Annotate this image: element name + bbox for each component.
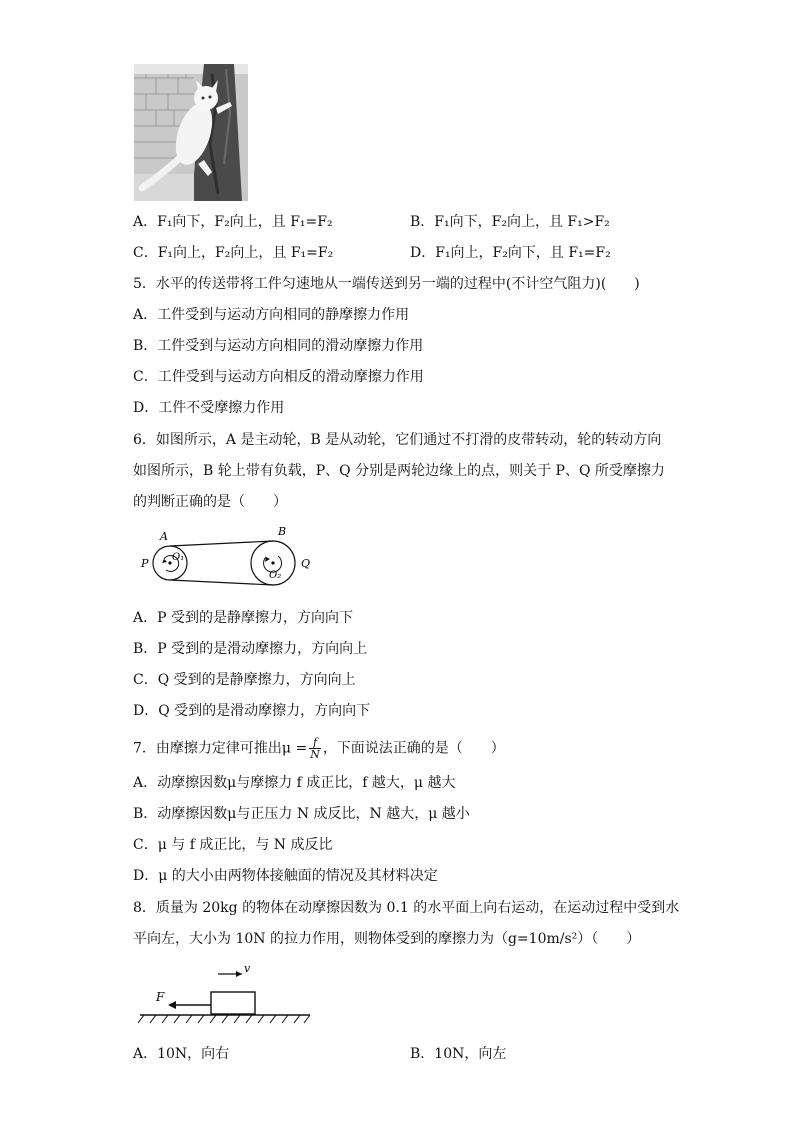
q5-option-b[interactable]: B．工件受到与运动方向相同的滑动摩擦力作用 bbox=[133, 338, 424, 354]
q6-stem-line-1: 6．如图所示，A 是主动轮，B 是从动轮，它们通过不打滑的皮带转动，轮的转动方向 bbox=[133, 432, 662, 448]
block-icon bbox=[211, 992, 255, 1014]
label-b: B bbox=[278, 526, 287, 538]
q8-option-a[interactable]: A．10N，向右 bbox=[133, 1046, 230, 1062]
q4-option-a[interactable]: A．F₁向下，F₂向上，且 F₁=F₂ bbox=[133, 214, 333, 230]
fraction-denominator: N bbox=[310, 748, 320, 761]
label-p: P bbox=[141, 557, 149, 570]
label-a: A bbox=[160, 530, 168, 543]
label-q: Q bbox=[301, 557, 311, 570]
cat-tree-photo bbox=[134, 64, 248, 201]
q6-stem-line-3: 的判断正确的是（ ） bbox=[133, 494, 287, 510]
q7-option-c[interactable]: C．μ 与 f 成正比，与 N 成反比 bbox=[133, 837, 333, 853]
velocity-arrow-icon bbox=[236, 971, 242, 977]
q5-option-a[interactable]: A．工件受到与运动方向相同的静摩擦力作用 bbox=[133, 307, 410, 323]
label-o1: O₁ bbox=[172, 552, 185, 563]
q5-option-d[interactable]: D．工件不受摩擦力作用 bbox=[133, 400, 285, 416]
label-f: F bbox=[156, 990, 165, 1004]
q4-option-b[interactable]: B．F₁向下，F₂向上，且 F₁>F₂ bbox=[410, 214, 610, 230]
label-o2: O₂ bbox=[269, 570, 282, 581]
mu-fraction bbox=[309, 737, 321, 760]
q6-option-b[interactable]: B．P 受到的是滑动摩擦力，方向向上 bbox=[133, 641, 368, 657]
label-v: v bbox=[244, 962, 251, 975]
block-force-figure bbox=[138, 960, 314, 1034]
q6-option-c[interactable]: C．Q 受到的是静摩擦力，方向向上 bbox=[133, 672, 356, 688]
belt-pulley-figure bbox=[138, 526, 328, 596]
fraction-numerator: f bbox=[309, 737, 321, 749]
q6-stem-line-2: 如图所示，B 轮上带有负载，P、Q 分别是两轮边缘上的点，则关于 P、Q 所受摩擦力 bbox=[133, 463, 665, 479]
cat-climbing-tree-icon bbox=[134, 64, 248, 201]
q6-option-d[interactable]: D．Q 受到的是滑动摩擦力，方向向下 bbox=[133, 703, 371, 719]
force-arrow-icon bbox=[168, 1001, 176, 1009]
q8-option-b[interactable]: B．10N，向左 bbox=[410, 1046, 507, 1062]
q7-option-d[interactable]: D．μ 的大小由两物体接触面的情况及其材料决定 bbox=[133, 868, 438, 884]
q7-stem bbox=[133, 737, 505, 760]
q7-stem-prefix: 7．由摩擦力定律可推出μ = bbox=[133, 740, 308, 757]
q6-option-a[interactable]: A．P 受到的是静摩擦力，方向向下 bbox=[133, 610, 353, 626]
q4-option-d[interactable]: D．F₁向上，F₂向下，且 F₁=F₂ bbox=[410, 245, 611, 261]
q7-option-b[interactable]: B．动摩擦因数μ与正压力 N 成反比，N 越大，μ 越小 bbox=[133, 806, 470, 822]
q8-stem-line-2: 平向左，大小为 10N 的拉力作用，则物体受到的摩擦力为（g=10m/s²）（ ） bbox=[133, 931, 641, 947]
q5-option-c[interactable]: C．工件受到与运动方向相反的滑动摩擦力作用 bbox=[133, 369, 424, 385]
q5-stem: 5．水平的传送带将工件匀速地从一端传送到另一端的过程中(不计空气阻力)( ) bbox=[133, 276, 640, 292]
q8-stem-line-1: 8．质量为 20kg 的物体在动摩擦因数为 0.1 的水平面上向右运动，在运动过程中受到水 bbox=[133, 900, 680, 916]
q7-stem-suffix: ，下面说法正确的是（ ） bbox=[322, 740, 505, 757]
q4-option-c[interactable]: C．F₁向上，F₂向上，且 F₁=F₂ bbox=[133, 245, 334, 261]
q7-option-a[interactable]: A．动摩擦因数μ与摩擦力 f 成正比，f 越大，μ 越大 bbox=[133, 775, 456, 791]
